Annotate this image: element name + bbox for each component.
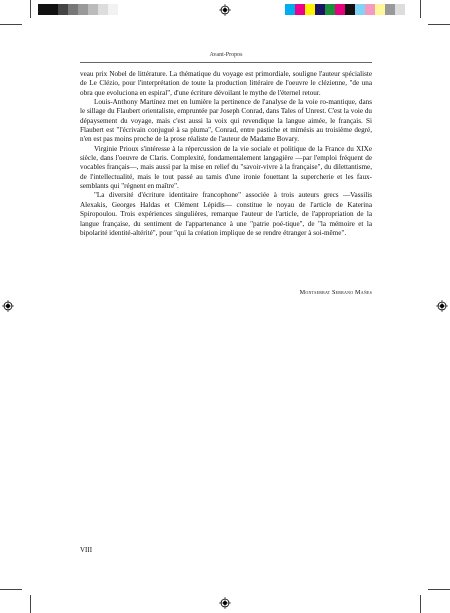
- registration-mark-right-icon: [436, 300, 448, 312]
- crop-mark: [428, 24, 450, 25]
- page-number: VIII: [80, 546, 93, 554]
- color-swatch: [88, 4, 98, 15]
- color-swatch: [295, 4, 305, 15]
- crop-mark: [30, 595, 31, 613]
- registration-mark-top-icon: [219, 4, 231, 16]
- color-swatch: [285, 4, 295, 15]
- process-color-bar: [285, 4, 405, 15]
- color-swatch: [68, 4, 78, 15]
- paragraph: Louis-Anthony Martínez met en lumière la pertinence de l'analyse de la voie ro-mantique, dans le sillage du Flaubert orientaliste, empruntée par Joseph Conrad, dans Tales of Unrest. C'est la voie du dépaysement du voyage, mais c'est aussi la voix qui revendique la langue aimée, le français. Si Flaubert est "l'écrivain conjugué à sa pluma", Conrad, entre pastiche et mimésis au troisième degré, n'en est pas moins proche de la prose réaliste de l'auteur de Madame Bovary.: [80, 98, 372, 144]
- running-head: Avant-Propos: [209, 52, 243, 58]
- color-swatch: [58, 4, 68, 15]
- crop-mark: [428, 589, 450, 590]
- paragraph: "La diversité d'écriture identitaire francophone" associée à trois auteurs grecs —Vassilis Alexakis, Georges Haldas et Clément Lépidis— constitue le noyau de l'article de Katerina Spiropoulou. Trois expériences singulières, remarque l'auteur de l'article, de l'appropriation de la langue française, du sentiment de l'appartenance à une "patrie poé-tique", de "la mémoire et la bipolarité identité-altérité", pour "qui la création implique de se rendre étranger à soi-même".: [80, 191, 372, 237]
- color-swatch: [395, 4, 405, 15]
- color-swatch: [98, 4, 108, 15]
- color-swatch: [78, 4, 88, 15]
- color-swatch: [355, 4, 365, 15]
- body-text: [80, 70, 372, 238]
- color-swatch: [38, 4, 48, 15]
- paragraph: veau prix Nobel de littérature. La thématique du voyage est primordiale, souligne l'auteur spécialiste de Le Clézio, pour l'interprétation de toute la production littéraire de l'oeuvre le clézienne, "de una obra que evoluciona en espiral", d'une écriture dévoilant le mythe de l'éternel retour.: [80, 70, 372, 97]
- color-swatch: [108, 4, 118, 15]
- color-swatch: [335, 4, 345, 15]
- grayscale-color-bar: [38, 4, 118, 15]
- header-rule: [80, 62, 372, 63]
- color-swatch: [48, 4, 58, 15]
- registration-mark-left-icon: [2, 300, 14, 312]
- crop-mark: [0, 24, 22, 25]
- color-swatch: [315, 4, 325, 15]
- color-swatch: [385, 4, 395, 15]
- registration-mark-bottom-icon: [219, 597, 231, 609]
- color-swatch: [345, 4, 355, 15]
- color-swatch: [305, 4, 315, 15]
- color-swatch: [325, 4, 335, 15]
- crop-mark: [0, 589, 22, 590]
- crop-mark: [420, 0, 421, 18]
- color-swatch: [365, 4, 375, 15]
- paragraph: Virginie Prioux s'intéresse à la répercussion de la vie sociale et politique de la France du XIXe siècle, dans l'oeuvre de Claris. Complexité, fondamentalement langagière —par l'emploi fréquent de vocables français—, mais aussi par la mise en relief du "savoir-vivre à la française", du dilettantisme, de l'intellectualité, mais le tout passé au tamis d'une ironie fouettant la supercherie et les faux-semblants qui "régnent en maître".: [80, 144, 372, 191]
- crop-mark: [420, 595, 421, 613]
- crop-mark: [30, 0, 31, 18]
- author-signature: Montserrat Serrano Mañes: [299, 289, 372, 296]
- color-swatch: [375, 4, 385, 15]
